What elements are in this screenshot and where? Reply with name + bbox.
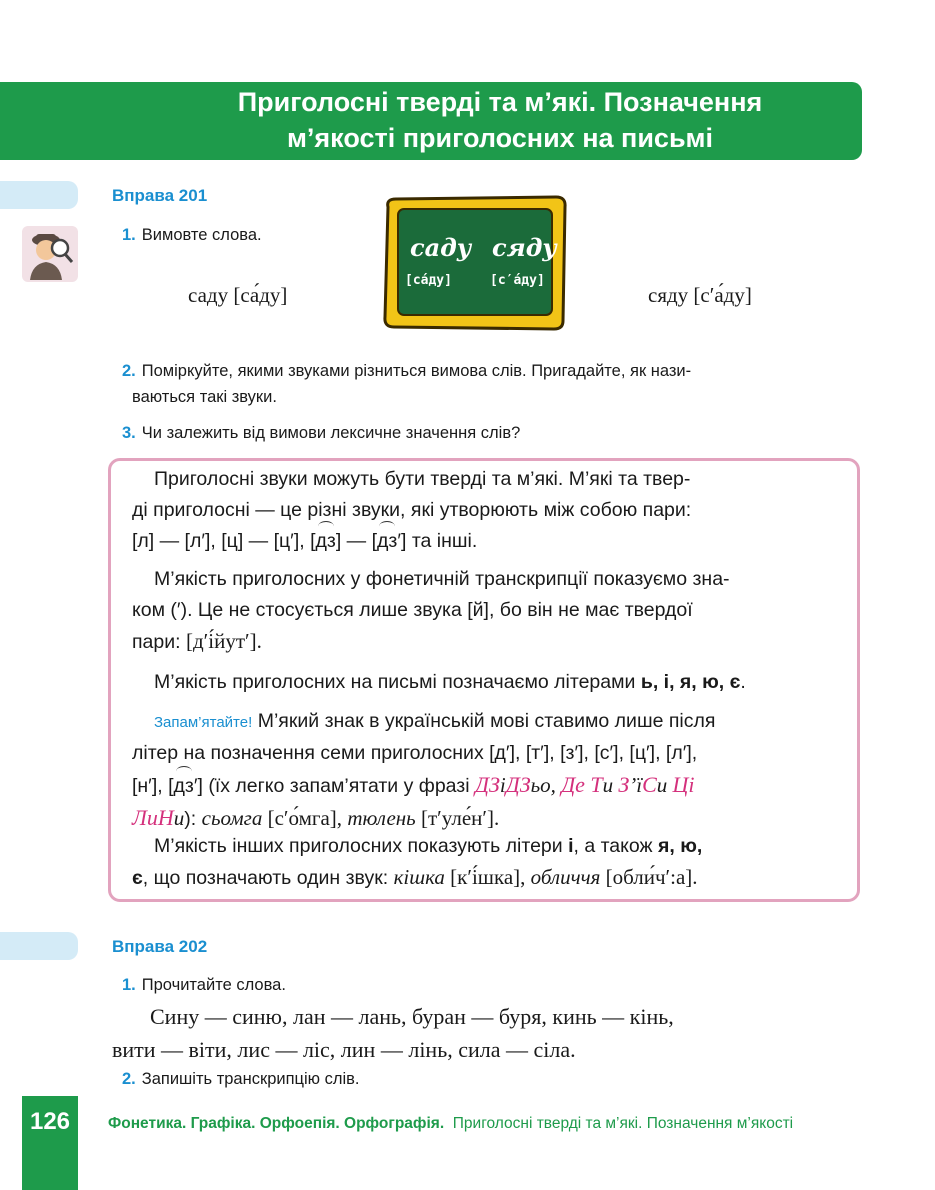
rule-line: Приголосні звуки можуть бути тверді та м’які. М’які та твер- (154, 468, 691, 490)
rule-line: ді приголосні — це різні звуки, які утворюють між собою пари: (132, 499, 692, 521)
mnemonic-part: З (618, 772, 630, 797)
rule-fragment: , а також (573, 835, 658, 857)
task-text-cont: ваються такі звуки. (132, 388, 277, 406)
remember-note: Запам’ятайте! (154, 714, 253, 731)
task-text: Прочитайте слова. (141, 976, 286, 994)
rule-paragraph-2 (132, 564, 852, 658)
transcription: [д′і́йут′]. (185, 629, 262, 653)
mnemonic-part: и (656, 773, 673, 797)
chapter-title-line2: м’якості приголосних на письмі (286, 123, 714, 153)
task-number: 1. (122, 976, 136, 994)
mnemonic-part: Ці (672, 772, 695, 797)
mnemonic-part: ДЗ (475, 772, 500, 797)
board-word-1: саду (410, 233, 472, 262)
transcription: [обли́ч′:а]. (600, 865, 698, 889)
rule-fragment: пари: (132, 631, 186, 653)
task-number: 3. (122, 424, 136, 442)
running-footer (108, 1115, 793, 1133)
rule-fragment: [н′], [ (132, 775, 174, 797)
rule-line: ком (′). Це не стосується лише звука [й], бо він не має твердої (132, 599, 693, 621)
mnemonic-part: ’ї (629, 773, 643, 797)
rule-fragment: М’якість приголосних на письмі позначаємо літерами (154, 671, 641, 693)
example-word: тюлень (347, 806, 416, 830)
task-text: Вимовте слова. (141, 226, 262, 244)
chapter-title (150, 84, 850, 156)
task-2 (122, 358, 862, 410)
affricate-dz: дз (174, 771, 194, 802)
rule-paragraph-3 (132, 667, 852, 698)
task-text: Поміркуйте, якими звуками різниться вимова слів. Пригадайте, як нази- (141, 362, 692, 380)
rule-line (132, 526, 852, 557)
exercise-202-title: Вправа 202 (112, 937, 208, 956)
mnemonic-part: Т (590, 772, 603, 797)
mnemonic-part: Ли (132, 805, 158, 830)
affricate-dz: дз (316, 526, 336, 557)
rule-fragment: ] — [ (335, 530, 378, 552)
example-word: обличчя (530, 865, 601, 889)
chalkboard-illustration (380, 193, 570, 333)
word-pairs (112, 1000, 862, 1066)
rule-fragment: М’який знак в українській мові ставимо лише після (252, 710, 716, 732)
board-transcription-2: [с′а́ду] (490, 273, 545, 288)
word-pairs-line: Сину — синю, лан — лань, буран — буря, кинь — кінь, (150, 1004, 674, 1029)
word-right: сяду [с′а́ду] (648, 283, 752, 307)
rule-fragment: ): (184, 808, 202, 830)
rule-line: М’якість приголосних у фонетичній транскрипції показуємо зна- (154, 568, 730, 590)
footer-section: Фонетика. Графіка. Орфоепія. Орфографія. (108, 1115, 445, 1132)
task-3 (122, 420, 520, 446)
rule-paragraph-4 (132, 706, 852, 835)
mnemonic-part: і (499, 773, 506, 797)
task-number: 2. (122, 362, 136, 380)
exercise-tab-marker (0, 181, 78, 209)
example-word: сьомга (201, 806, 263, 830)
mnemonic-part: Де (561, 772, 585, 797)
transcription: [с′о́мга], (262, 806, 348, 830)
rule-line (132, 626, 852, 658)
detective-icon (22, 226, 78, 282)
word-left: саду [са́ду] (188, 283, 288, 307)
board-transcription-1: [са́ду] (405, 273, 452, 288)
transcription: [т′уле́н′]. (415, 806, 500, 830)
board-word-2: сяду (492, 233, 557, 262)
mnemonic-part: и (602, 773, 619, 797)
letters-list: ь, і, я, ю, є (640, 671, 741, 693)
task-2 (122, 1066, 360, 1092)
rule-fragment: ′] (їх легко запам’ятати у фразі (193, 775, 475, 797)
exercise-201-title: Вправа 201 (112, 186, 208, 205)
rule-fragment: ′] та інші. (397, 530, 478, 552)
affricate-dz: дз (377, 526, 397, 557)
task-text: Чи залежить від вимови лексичне значення слів? (141, 424, 521, 442)
task-number: 2. (122, 1070, 136, 1088)
task-number: 1. (122, 226, 136, 244)
rule-paragraph-5 (132, 831, 852, 894)
page-number: 126 (29, 1108, 71, 1135)
mnemonic-part: ьо, (530, 773, 562, 797)
mnemonic-part: и (173, 806, 185, 830)
rule-fragment: , що позначають один звук: (142, 867, 394, 889)
rule-fragment: М’якість інших приголосних показують літери (154, 835, 569, 857)
example-word: кішка (393, 865, 445, 889)
mnemonic-phrase (475, 772, 695, 797)
exercise-tab-marker (0, 932, 78, 960)
letter: є (132, 867, 143, 889)
letters-list: я, ю, (658, 835, 703, 857)
mnemonic-part: Н (157, 805, 174, 830)
chapter-title-line1: Приголосні тверді та м’які. Позначення (237, 87, 763, 117)
rule-line (132, 769, 852, 802)
rule-line: літер на позначення семи приголосних [д′], [т′], [з′], [с′], [ц′], [л′], (132, 742, 698, 764)
mnemonic-part: С (642, 772, 657, 797)
task-1 (122, 222, 262, 248)
letter: і (568, 835, 574, 857)
word-pairs-line: вити — віти, лис — ліс, лин — лінь, сила — сіла. (112, 1037, 576, 1062)
task-text: Запишіть транскрипцію слів. (141, 1070, 360, 1088)
transcription: [к′і́шка], (444, 865, 531, 889)
mnemonic-part: ДЗ (505, 772, 531, 797)
rule-paragraph-1 (132, 464, 852, 557)
rule-fragment: . (740, 671, 746, 693)
rule-fragment: [л] — [л′], [ц] — [ц′], [ (132, 530, 316, 552)
task-1 (122, 972, 286, 998)
footer-topic: Приголосні тверді та м’які. Позначення м’якості (452, 1115, 794, 1132)
